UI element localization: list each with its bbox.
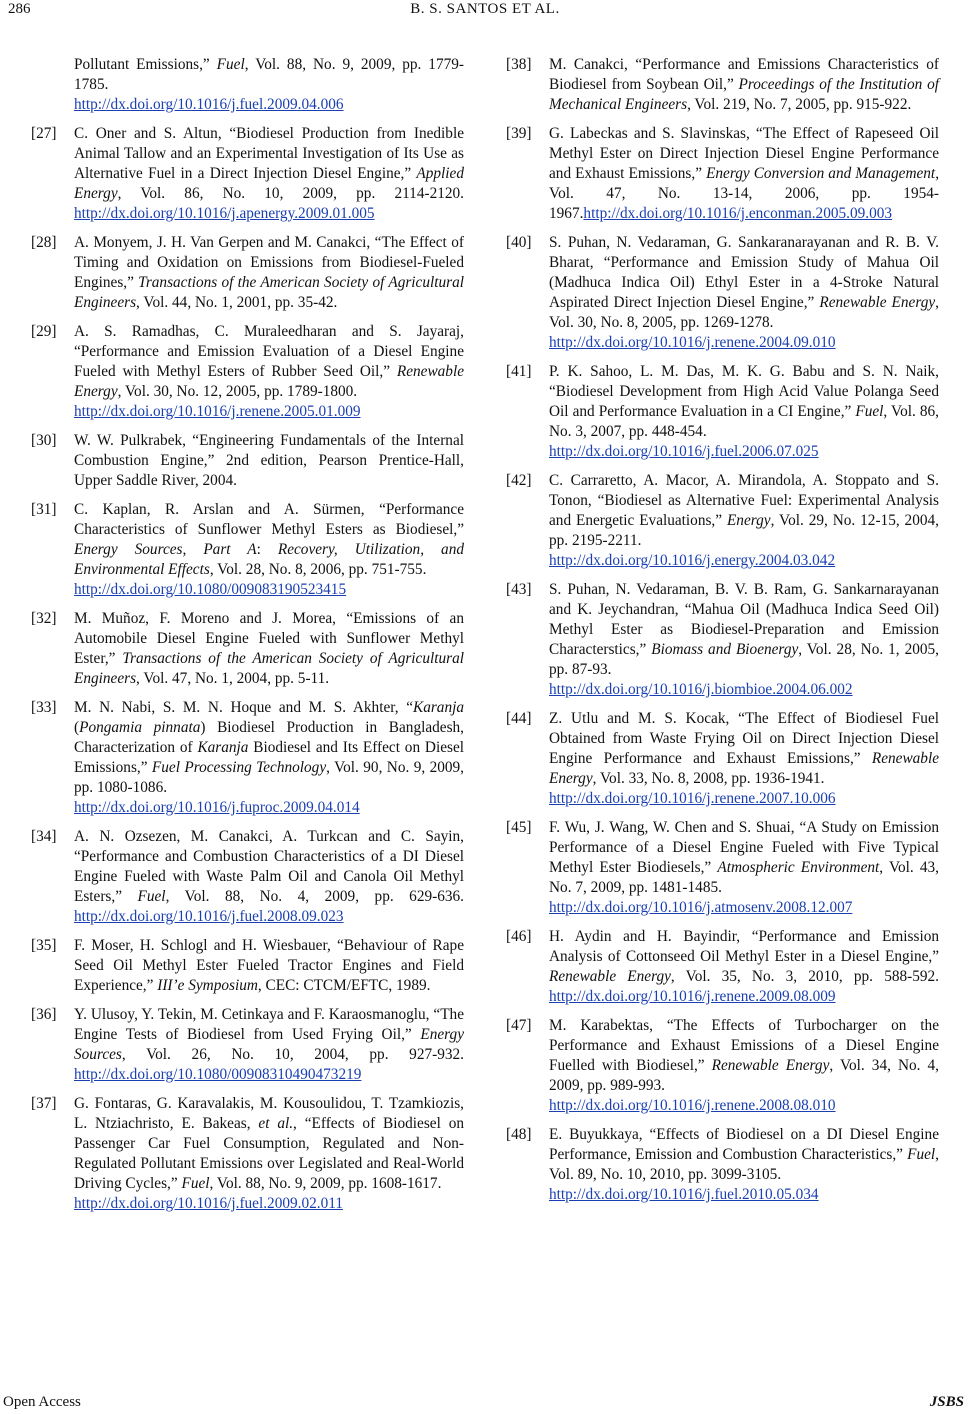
reference-text: S. Puhan, N. Vedaraman, B. V. B. Ram, G. Sankarnarayanan and K. Jeychandran, “Mahua Oil (Madhuca Indica Seed Oil) Methyl Ester as Biodiesel-Preparation and Emission Characterstics,” Biomass and Bioenergy, Vol. 28, No. 1, 2005, pp. 87-93. http://dx.doi.org/10.1016/j.biombioe.2004.06.002 <box>549 581 939 698</box>
reference-entry <box>506 55 939 115</box>
running-title: B. S. SANTOS ET AL. <box>410 1 560 17</box>
reference-entry <box>506 709 939 809</box>
reference-number: [33] <box>31 699 57 716</box>
reference-entry <box>31 609 464 689</box>
reference-entry <box>506 818 939 918</box>
reference-number: [34] <box>31 828 57 845</box>
footer-journal-abbrev: JSBS <box>929 1394 964 1410</box>
doi-link[interactable]: http://dx.doi.org/10.1016/j.fuel.2009.02.011 <box>74 1195 343 1212</box>
footer-open-access: Open Access <box>3 1394 81 1410</box>
doi-link[interactable]: http://dx.doi.org/10.1016/j.renene.2009.08.009 <box>549 988 836 1005</box>
references-right-column <box>506 55 939 1214</box>
reference-number: [40] <box>506 234 532 251</box>
reference-entry <box>31 55 464 115</box>
doi-link[interactable]: http://dx.doi.org/10.1016/j.renene.2005.01.009 <box>74 403 361 420</box>
doi-link[interactable]: http://dx.doi.org/10.1016/j.fuel.2010.05.034 <box>549 1186 819 1203</box>
reference-text: Pollutant Emissions,” Fuel, Vol. 88, No. 9, 2009, pp. 1779-1785. http://dx.doi.org/10.1016/j.fuel.2009.04.006 <box>74 56 464 113</box>
reference-text: C. Carraretto, A. Macor, A. Mirandola, A. Stoppato and S. Tonon, “Biodiesel as Alternative Fuel: Experimental Analysis and Energetic Evaluations,” Energy, Vol. 29, No. 12-15, 2004, pp. 2195-2211. http://dx.doi.org/10.1016/j.energy.2004.03.042 <box>549 472 939 569</box>
doi-link[interactable]: http://dx.doi.org/10.1016/j.energy.2004.03.042 <box>549 552 836 569</box>
references-left-column <box>31 55 464 1223</box>
reference-entry <box>31 698 464 818</box>
doi-link[interactable]: http://dx.doi.org/10.1016/j.renene.2004.09.010 <box>549 334 836 351</box>
doi-link[interactable]: http://dx.doi.org/10.1016/j.atmosenv.2008.12.007 <box>549 899 853 916</box>
reference-text: M. Muñoz, F. Moreno and J. Morea, “Emissions of an Automobile Diesel Engine Fueled with Sunflower Methyl Ester,” Transactions of the American Society of Agricultural Engineers, Vol. 47, No. 1, 2004, pp. 5-11. <box>74 610 464 687</box>
doi-link[interactable]: http://dx.doi.org/10.1016/j.renene.2007.10.006 <box>549 790 836 807</box>
doi-link[interactable]: http://dx.doi.org/10.1016/j.fuel.2006.07.025 <box>549 443 819 460</box>
page-number: 286 <box>8 1 31 17</box>
reference-number: [28] <box>31 234 57 251</box>
reference-entry <box>506 233 939 353</box>
doi-link[interactable]: http://dx.doi.org/10.1016/j.apenergy.2009.01.005 <box>74 205 375 222</box>
reference-text: A. N. Ozsezen, M. Canakci, A. Turkcan and C. Sayin, “Performance and Combustion Characteristics of a DI Diesel Engine Fueled with Waste Palm Oil and Canola Oil Methyl Esters,” Fuel, Vol. 88, No. 4, 2009, pp. 629-636. http://dx.doi.org/10.1016/j.fuel.2008.09.023 <box>74 828 464 925</box>
reference-entry <box>506 1016 939 1116</box>
reference-text: Y. Ulusoy, Y. Tekin, M. Cetinkaya and F. Karaosmanoglu, “The Engine Tests of Biodiesel from Used Frying Oil,” Energy Sources, Vol. 26, No. 10, 2004, pp. 927-932. http://dx.doi.org/10.1080/00908310490473219 <box>74 1006 464 1083</box>
reference-number: [44] <box>506 710 532 727</box>
reference-text: G. Labeckas and S. Slavinskas, “The Effect of Rapeseed Oil Methyl Ester on Direct Injection Diesel Engine Performance and Exhaust Emissions,” Energy Conversion and Management, Vol. 47, No. 13-14, 2006, pp. 1954-1967.http://dx.doi.org/10.1016/j.enconman.2005.09.003 <box>549 125 940 222</box>
doi-link[interactable]: http://dx.doi.org/10.1080/00908310490473219 <box>74 1066 362 1083</box>
reference-number: [41] <box>506 363 532 380</box>
page-header <box>0 0 970 22</box>
reference-number: [29] <box>31 323 57 340</box>
doi-link[interactable]: http://dx.doi.org/10.1016/j.biombioe.2004.06.002 <box>549 681 853 698</box>
reference-number: [35] <box>31 937 57 954</box>
reference-entry <box>31 233 464 313</box>
reference-text: G. Fontaras, G. Karavalakis, M. Kousoulidou, T. Tzamkiozis, L. Ntziachristo, E. Bakeas, et al., “Effects of Biodiesel on Passenger Car Fuel Consumption, Regulated and Non-Regulated Pollutant Emissions over Legislated and Real-World Driving Cycles,” Fuel, Vol. 88, No. 9, 2009, pp. 1608-1617. http://dx.doi.org/10.1016/j.fuel.2009.02.011 <box>74 1095 464 1212</box>
reference-number: [31] <box>31 501 57 518</box>
reference-number: [38] <box>506 56 532 73</box>
reference-entry <box>31 936 464 996</box>
reference-number: [27] <box>31 125 57 142</box>
page-footer <box>0 1394 970 1414</box>
reference-text: M. N. Nabi, S. M. N. Hoque and M. S. Akhter, “Karanja (Pongamia pinnata) Biodiesel Production in Bangladesh, Characterization of Karanja Biodiesel and Its Effect on Diesel Emissions,” Fuel Processing Technology, Vol. 90, No. 9, 2009, pp. 1080-1086. http://dx.doi.org/10.1016/j.fuproc.2009.04.014 <box>74 699 464 816</box>
reference-text: S. Puhan, N. Vedaraman, G. Sankaranarayanan and R. B. V. Bharat, “Performance and Emission Study of Mahua Oil (Madhuca Indica Oil) Ethyl Ester in a 4-Stroke Natural Aspirated Direct Injection Diesel Engine,” Renewable Energy, Vol. 30, No. 8, 2005, pp. 1269-1278. http://dx.doi.org/10.1016/j.renene.2004.09.010 <box>549 234 939 351</box>
reference-entry <box>31 827 464 927</box>
doi-link[interactable]: http://dx.doi.org/10.1016/j.fuel.2008.09.023 <box>74 908 344 925</box>
reference-entry <box>506 362 939 462</box>
reference-number: [45] <box>506 819 532 836</box>
reference-text: H. Aydin and H. Bayindir, “Performance and Emission Analysis of Cottonseed Oil Methyl Ester in a Diesel Engine,” Renewable Energy, Vol. 35, No. 3, 2010, pp. 588-592. http://dx.doi.org/10.1016/j.renene.2009.08.009 <box>549 928 939 1005</box>
reference-entry <box>506 927 939 1007</box>
reference-text: A. S. Ramadhas, C. Muraleedharan and S. Jayaraj, “Performance and Emission Evaluation of a Diesel Engine Fueled with Methyl Esters of Rubber Seed Oil,” Renewable Energy, Vol. 30, No. 12, 2005, pp. 1789-1800. http://dx.doi.org/10.1016/j.renene.2005.01.009 <box>74 323 464 420</box>
reference-number: [47] <box>506 1017 532 1034</box>
doi-link[interactable]: http://dx.doi.org/10.1016/j.fuproc.2009.04.014 <box>74 799 360 816</box>
reference-entry <box>506 471 939 571</box>
reference-entry <box>31 431 464 491</box>
reference-number: [48] <box>506 1126 532 1143</box>
doi-link[interactable]: http://dx.doi.org/10.1080/009083190523415 <box>74 581 347 598</box>
reference-text: A. Monyem, J. H. Van Gerpen and M. Canakci, “The Effect of Timing and Oxidation on Emissions from Biodiesel-Fueled Engines,” Transactions of the American Society of Agricultural Engineers, Vol. 44, No. 1, 2001, pp. 35-42. <box>74 234 464 311</box>
reference-number: [42] <box>506 472 532 489</box>
reference-number: [36] <box>31 1006 57 1023</box>
reference-text: C. Oner and S. Altun, “Biodiesel Production from Inedible Animal Tallow and an Experimental Investigation of Its Use as Alternative Fuel in a Direct Injection Diesel Engine,” Applied Energy, Vol. 86, No. 10, 2009, pp. 2114-2120. http://dx.doi.org/10.1016/j.apenergy.2009.01.005 <box>74 125 464 222</box>
reference-number: [43] <box>506 581 532 598</box>
reference-text: C. Kaplan, R. Arslan and A. Sürmen, “Performance Characteristics of Sunflower Methyl Esters as Biodiesel,” Energy Sources, Part A: Recovery, Utilization, and Environmental Effects, Vol. 28, No. 8, 2006, pp. 751-755. http://dx.doi.org/10.1080/009083190523415 <box>74 501 464 598</box>
reference-entry <box>31 1005 464 1085</box>
reference-entry <box>31 124 464 224</box>
doi-link[interactable]: http://dx.doi.org/10.1016/j.enconman.2005.09.003 <box>583 205 893 222</box>
doi-link[interactable]: http://dx.doi.org/10.1016/j.renene.2008.08.010 <box>549 1097 836 1114</box>
reference-entry <box>506 124 939 224</box>
reference-text: F. Wu, J. Wang, W. Chen and S. Shuai, “A Study on Emission Performance of a Diesel Engine Fueled with Five Typical Methyl Ester Biodiesels,” Atmospheric Environment, Vol. 43, No. 7, 2009, pp. 1481-1485. http://dx.doi.org/10.1016/j.atmosenv.2008.12.007 <box>549 819 939 916</box>
reference-text: P. K. Sahoo, L. M. Das, M. K. G. Babu and S. N. Naik, “Biodiesel Development from High Acid Value Polanga Seed Oil and Performance Evaluation in a CI Engine,” Fuel, Vol. 86, No. 3, 2007, pp. 448-454. http://dx.doi.org/10.1016/j.fuel.2006.07.025 <box>549 363 939 460</box>
reference-entry <box>31 322 464 422</box>
reference-entry <box>506 1125 939 1205</box>
reference-text: M. Canakci, “Performance and Emissions Characteristics of Biodiesel from Soybean Oil,” Proceedings of the Institution of Mechanical Engineers, Vol. 219, No. 7, 2005, pp. 915-922. <box>549 56 939 113</box>
reference-text: E. Buyukkaya, “Effects of Biodiesel on a DI Diesel Engine Performance, Emission and Combustion Characteristics,” Fuel, Vol. 89, No. 10, 2010, pp. 3099-3105. http://dx.doi.org/10.1016/j.fuel.2010.05.034 <box>549 1126 939 1203</box>
reference-entry <box>31 1094 464 1214</box>
reference-number: [46] <box>506 928 532 945</box>
reference-text: W. W. Pulkrabek, “Engineering Fundamentals of the Internal Combustion Engine,” 2nd edition, Pearson Prentice-Hall, Upper Saddle River, 2004. <box>74 432 464 489</box>
reference-number: [37] <box>31 1095 57 1112</box>
doi-link[interactable]: http://dx.doi.org/10.1016/j.fuel.2009.04.006 <box>74 96 344 113</box>
reference-number: [32] <box>31 610 57 627</box>
reference-number: [30] <box>31 432 57 449</box>
reference-number: [39] <box>506 125 532 142</box>
reference-entry <box>506 580 939 700</box>
reference-entry <box>31 500 464 600</box>
reference-text: M. Karabektas, “The Effects of Turbocharger on the Performance and Exhaust Emissions of a Diesel Engine Fuelled with Biodiesel,” Renewable Energy, Vol. 34, No. 4, 2009, pp. 989-993. http://dx.doi.org/10.1016/j.renene.2008.08.010 <box>549 1017 939 1114</box>
reference-text: F. Moser, H. Schlogl and H. Wiesbauer, “Behaviour of Rape Seed Oil Methyl Ester Fueled Tractor Engines and Field Experience,” III’e Symposium, CEC: CTCM/EFTC, 1989. <box>74 937 464 994</box>
reference-text: Z. Utlu and M. S. Kocak, “The Effect of Biodiesel Fuel Obtained from Waste Frying Oil on Direct Injection Diesel Engine Performance and Exhaust Emissions,” Renewable Energy, Vol. 33, No. 8, 2008, pp. 1936-1941. http://dx.doi.org/10.1016/j.renene.2007.10.006 <box>549 710 939 807</box>
